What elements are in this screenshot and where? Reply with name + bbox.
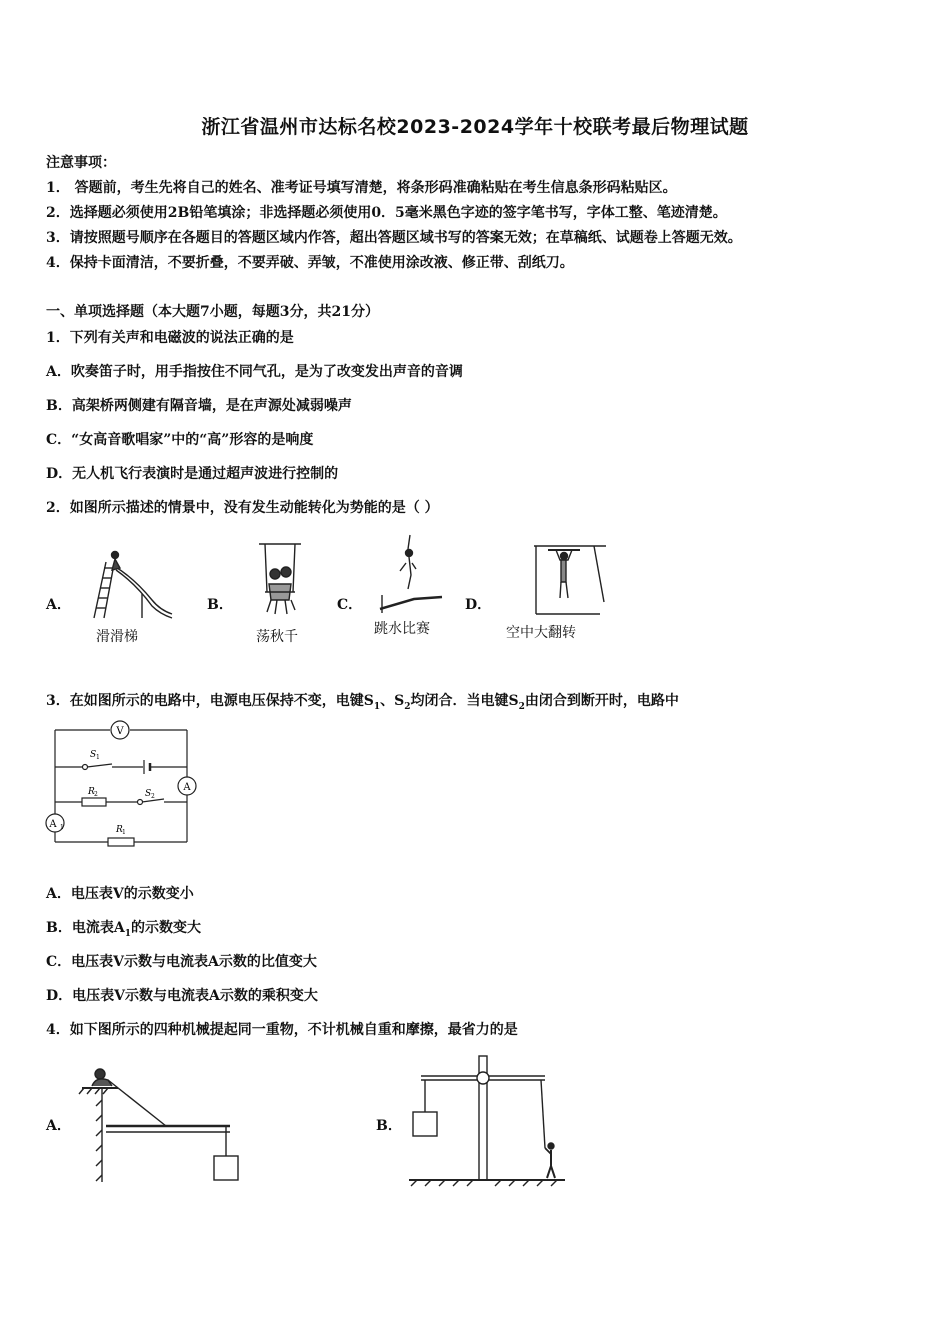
lever-illustration bbox=[78, 1060, 248, 1185]
q2-label-b: B． bbox=[207, 597, 233, 613]
voltmeter-label: V bbox=[116, 726, 124, 737]
q3-option-b bbox=[46, 917, 201, 939]
q2-label-c: C． bbox=[337, 597, 363, 613]
q3-stem-part-3: 均闭合．当电键S bbox=[410, 693, 519, 709]
q1-option-c: C．“女高音歌唱家”中的“高”形容的是响度 bbox=[46, 432, 314, 448]
notice-item-1: 1． 答题前，考生先将自己的姓名、准考证号填写清楚，将条形码准确粘贴在考生信息条形码粘贴区。 bbox=[46, 180, 677, 196]
notice-item-4: 4．保持卡面清洁，不要折叠，不要弄破、弄皱，不准使用涂改液、修正带、刮纸刀。 bbox=[46, 255, 574, 271]
bar-flip-illustration bbox=[530, 542, 610, 618]
q3-option-a: A．电压表V的示数变小 bbox=[46, 886, 194, 902]
diving-illustration bbox=[378, 533, 448, 615]
ammeter1-sub: 1 bbox=[60, 824, 64, 831]
q3-stem-part-4: 由闭合到断开时，电路中 bbox=[524, 693, 679, 709]
crane-illustration bbox=[405, 1052, 570, 1187]
circuit-diagram bbox=[40, 718, 205, 853]
switch-s1-label: S bbox=[90, 750, 97, 760]
q2-label-a: A． bbox=[46, 597, 71, 613]
slide-illustration bbox=[82, 548, 177, 620]
notice-item-2: 2．选择题必须使用2B铅笔填涂；非选择题必须使用0．5毫米黑色字迹的签字笔书写，字体工整、笔迹清楚。 bbox=[46, 205, 727, 221]
switch-s2-label: S bbox=[145, 789, 152, 799]
q3-option-d: D．电压表V示数与电流表A示数的乘积变大 bbox=[46, 988, 318, 1004]
swing-illustration bbox=[255, 540, 305, 620]
q3-stem-part-1: 3．在如图所示的电路中，电源电压保持不变，电键S bbox=[46, 693, 374, 709]
q4-label-b: B． bbox=[376, 1118, 402, 1134]
resistor-r1-label: R bbox=[116, 825, 123, 835]
q1-stem: 1．下列有关声和电磁波的说法正确的是 bbox=[46, 330, 294, 346]
q3-stem bbox=[46, 690, 679, 712]
q1-option-b: B．高架桥两侧建有隔音墙，是在声源处减弱噪声 bbox=[46, 398, 352, 414]
q2-caption-c: 跳水比赛 bbox=[374, 621, 430, 637]
q2-caption-d: 空中大翻转 bbox=[506, 625, 576, 641]
q2-caption-b: 荡秋千 bbox=[256, 629, 298, 645]
section-heading: 一、单项选择题（本大题7小题，每题3分，共21分） bbox=[46, 304, 379, 320]
q2-stem: 2．如图所示描述的情景中，没有发生动能转化为势能的是（ ） bbox=[46, 500, 439, 516]
q1-option-d: D．无人机飞行表演时是通过超声波进行控制的 bbox=[46, 466, 339, 482]
q3-stem-sub-1: 1 bbox=[373, 701, 381, 712]
ammeter1-label: A bbox=[49, 819, 57, 830]
q4-label-a: A． bbox=[46, 1118, 71, 1134]
q2-label-d: D． bbox=[465, 597, 492, 613]
notice-item-3: 3．请按照题号顺序在各题目的答题区域内作答，超出答题区域书写的答案无效；在草稿纸、试题卷上答题无效。 bbox=[46, 230, 742, 246]
q3-option-c: C．电压表V示数与电流表A示数的比值变大 bbox=[46, 954, 317, 970]
resistor-r2-sub: 2 bbox=[94, 791, 98, 798]
q1-option-a: A．吹奏笛子时，用手指按住不同气孔，是为了改变发出声音的音调 bbox=[46, 364, 463, 380]
q3-option-b-sub: 1 bbox=[124, 928, 131, 939]
switch-s1-sub: 1 bbox=[96, 754, 100, 761]
resistor-r2-label: R bbox=[88, 787, 95, 797]
q3-stem-part-2: 、S bbox=[380, 693, 405, 709]
q3-option-b-text: B．电流表A bbox=[46, 920, 125, 936]
page-title: 浙江省温州市达标名校2023-2024学年十校联考最后物理试题 bbox=[201, 116, 749, 138]
q4-stem: 4．如下图所示的四种机械提起同一重物，不计机械自重和摩擦，最省力的是 bbox=[46, 1022, 518, 1038]
switch-s2-sub: 2 bbox=[151, 793, 155, 800]
q3-stem-sub-2: 2 bbox=[404, 701, 411, 712]
q3-stem-sub-3: 2 bbox=[518, 701, 525, 712]
q2-caption-a: 滑滑梯 bbox=[96, 629, 138, 645]
notice-heading: 注意事项： bbox=[46, 155, 116, 171]
q3-option-b-tail: 的示数变大 bbox=[130, 920, 201, 936]
ammeter-label: A bbox=[183, 782, 191, 793]
resistor-r1-sub: 1 bbox=[122, 829, 126, 836]
